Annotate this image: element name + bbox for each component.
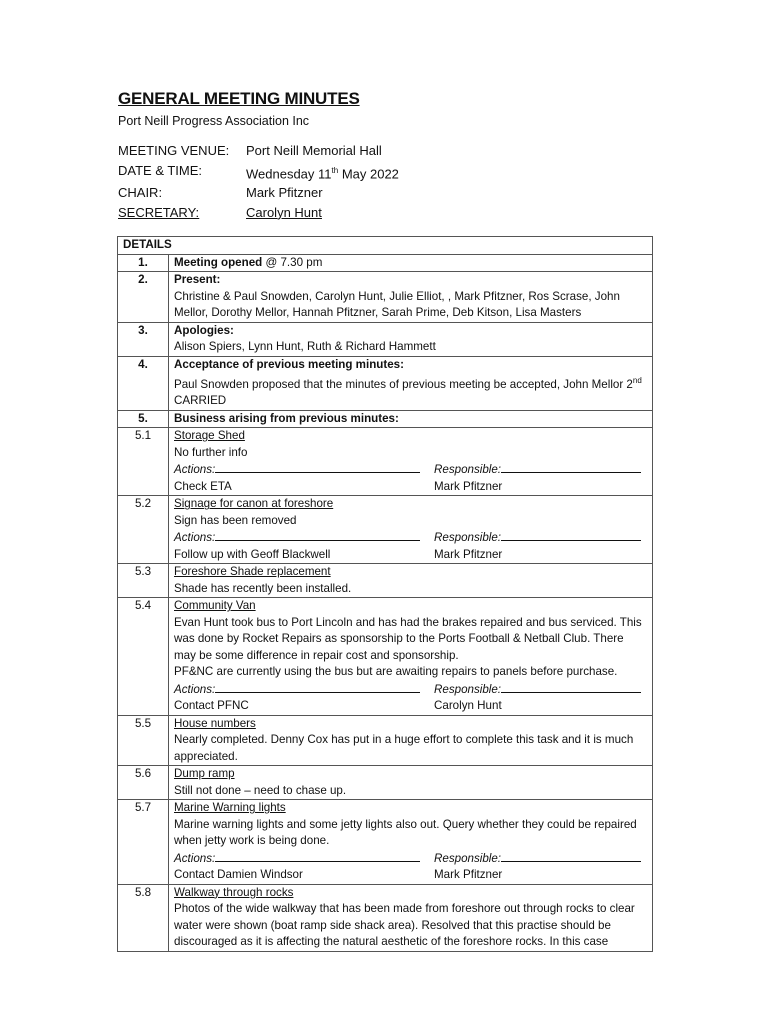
item-content [169, 715, 653, 766]
responsible-fill-line [501, 461, 641, 473]
item-number: 5.1 [118, 428, 169, 496]
item-content [169, 428, 653, 496]
item-number: 5.3 [118, 564, 169, 598]
action-text: Contact Damien Windsor [174, 868, 303, 882]
item-text: Alison Spiers, Lynn Hunt, Ruth & Richard Hammett [174, 340, 436, 353]
table-row [118, 496, 653, 564]
actions-line [174, 681, 647, 699]
item-heading: Community Van [174, 599, 256, 613]
responsible-person: Mark Pfitzner [434, 547, 503, 561]
responsible-label: Responsible: [434, 851, 502, 865]
item-text [174, 373, 647, 410]
item-number: 5.2 [118, 496, 169, 564]
responsible-person: Mark Pfitzner [434, 868, 503, 882]
actions-line [174, 850, 647, 868]
responsible-person: Mark Pfitzner [434, 479, 503, 493]
item-content [169, 800, 653, 885]
actions-label: Actions: [174, 463, 216, 477]
action-text: Contact PFNC [174, 699, 249, 713]
document-title: GENERAL MEETING MINUTES [118, 89, 360, 108]
actions-fill-line [215, 461, 420, 473]
item-number: 3. [118, 322, 169, 356]
meta-chair-row [118, 183, 630, 203]
item-heading: Dump ramp [174, 767, 235, 781]
table-row [118, 272, 653, 323]
item-heading: Foreshore Shade replacement [174, 565, 331, 579]
item-text: Evan Hunt took bus to Port Lincoln and has had the brakes repaired and bus serviced. This was done by Rocket Repairs as sponsorship to the Ports Football & Netball Club. There may be some difference in repair cost and sponsorship. [174, 615, 642, 662]
meta-venue-row [118, 141, 630, 161]
table-row [118, 564, 653, 598]
item-heading: Apologies: [174, 323, 234, 337]
table-row [118, 766, 653, 800]
item-text: Shade has recently been installed. [174, 581, 352, 595]
item-heading: Signage for canon at foreshore [174, 497, 334, 511]
date-text-end: May 2022 [338, 165, 399, 181]
item-text-end: CARRIED [174, 394, 227, 408]
table-row [118, 715, 653, 766]
chair-label: CHAIR: [118, 185, 163, 201]
item-number: 5.4 [118, 598, 169, 716]
action-responsible-line [174, 547, 647, 564]
item-content [169, 254, 653, 272]
item-text: Nearly completed. Denny Cox has put in a huge effort to complete this task and it is much appreciated. [174, 733, 634, 763]
action-text: Check ETA [174, 479, 232, 493]
item-heading: Walkway through rocks [174, 885, 294, 899]
item-number: 5. [118, 410, 169, 428]
venue-value: Port Neill Memorial Hall [246, 143, 382, 158]
actions-fill-line [215, 850, 420, 862]
item-heading: Meeting opened [174, 255, 263, 269]
action-responsible-line [174, 867, 647, 884]
chair-value: Mark Pfitzner [246, 185, 323, 201]
details-heading: DETAILS [118, 237, 653, 255]
action-responsible-line [174, 479, 647, 496]
date-superscript: th [331, 165, 339, 175]
item-number: 4. [118, 356, 169, 410]
action-responsible-line [174, 698, 647, 715]
item-number: 2. [118, 272, 169, 323]
responsible-fill-line [501, 529, 641, 541]
minutes-table [117, 236, 653, 952]
responsible-label: Responsible: [434, 463, 502, 477]
details-header-row [118, 237, 653, 255]
item-text-main: Paul Snowden proposed that the minutes of previous meeting be accepted, John Mellor 2 [174, 377, 633, 391]
item-content [169, 322, 653, 356]
responsible-label: Responsible: [434, 682, 502, 696]
item-content [169, 410, 653, 428]
date-text: Wednesday 11 [246, 165, 332, 181]
actions-fill-line [215, 529, 420, 541]
table-row [118, 254, 653, 272]
table-row [118, 356, 653, 410]
responsible-fill-line [501, 681, 641, 693]
item-text: Photos of the wide walkway that has been made from foreshore out through rocks to clear water were shown (boat ramp side shack area). Resolved that this practise should be discouraged as it is affecting the natural aesthetic of the foreshore rocks. In this case [174, 902, 635, 949]
item-number: 5.6 [118, 766, 169, 800]
item-heading: Marine Warning lights [174, 801, 286, 815]
table-row [118, 800, 653, 885]
item-heading: Acceptance of previous meeting minutes: [174, 357, 404, 371]
item-content [169, 598, 653, 716]
item-content [169, 564, 653, 598]
secretary-label: SECRETARY: [118, 204, 200, 220]
responsible-fill-line [501, 850, 641, 862]
venue-label: MEETING VENUE: [118, 143, 230, 158]
actions-fill-line [215, 681, 420, 693]
table-row [118, 884, 653, 951]
action-text: Follow up with Geoff Blackwell [174, 547, 331, 561]
table-row [118, 598, 653, 716]
item-content [169, 496, 653, 564]
actions-line [174, 461, 647, 479]
item-text: Marine warning lights and some jetty lights also out. Query whether they could be repaired when jetty work is being done. [174, 817, 637, 848]
secretary-value: Carolyn Hunt [246, 204, 322, 220]
item-text: No further info [174, 445, 248, 459]
date-label: DATE & TIME: [118, 162, 203, 178]
item-number: 5.8 [118, 884, 169, 951]
item-number: 5.7 [118, 800, 169, 885]
item-content [169, 884, 653, 951]
actions-line [174, 529, 647, 547]
meta-date-row [118, 161, 630, 184]
meeting-meta [118, 141, 630, 222]
item-text: Sign has been removed [174, 513, 297, 527]
actions-label: Actions: [174, 682, 216, 696]
item-content [169, 766, 653, 800]
table-row [118, 410, 653, 428]
item-text: Still not done – need to chase up. [174, 783, 347, 797]
item-heading: Storage Shed [174, 429, 245, 443]
date-value [246, 161, 630, 184]
meta-secretary-row [118, 203, 630, 223]
item-text: @ 7.30 pm [262, 255, 323, 269]
item-heading: Business arising from previous minutes: [174, 411, 399, 425]
item-number: 5.5 [118, 715, 169, 766]
actions-label: Actions: [174, 531, 216, 545]
item-content [169, 272, 653, 323]
item-number: 1. [118, 254, 169, 272]
table-row [118, 322, 653, 356]
item-text-superscript: nd [632, 376, 642, 385]
item-text: Christine & Paul Snowden, Carolyn Hunt, Julie Elliot, , Mark Pfitzner, Ros Scrase, John Mellor, Dorothy Mellor, Hannah Pfitzner, Sarah Prime, Deb Kitson, Lisa Masters [174, 289, 620, 319]
table-row [118, 428, 653, 496]
item-content [169, 356, 653, 410]
item-heading: Present: [174, 273, 221, 286]
responsible-person: Carolyn Hunt [434, 699, 502, 713]
actions-label: Actions: [174, 851, 216, 865]
item-heading: House numbers [174, 716, 256, 730]
organization-name: Port Neill Progress Association Inc [118, 114, 310, 128]
responsible-label: Responsible: [434, 531, 502, 545]
item-text: PF&NC are currently using the bus but are awaiting repairs to panels before purchase. [174, 665, 618, 679]
